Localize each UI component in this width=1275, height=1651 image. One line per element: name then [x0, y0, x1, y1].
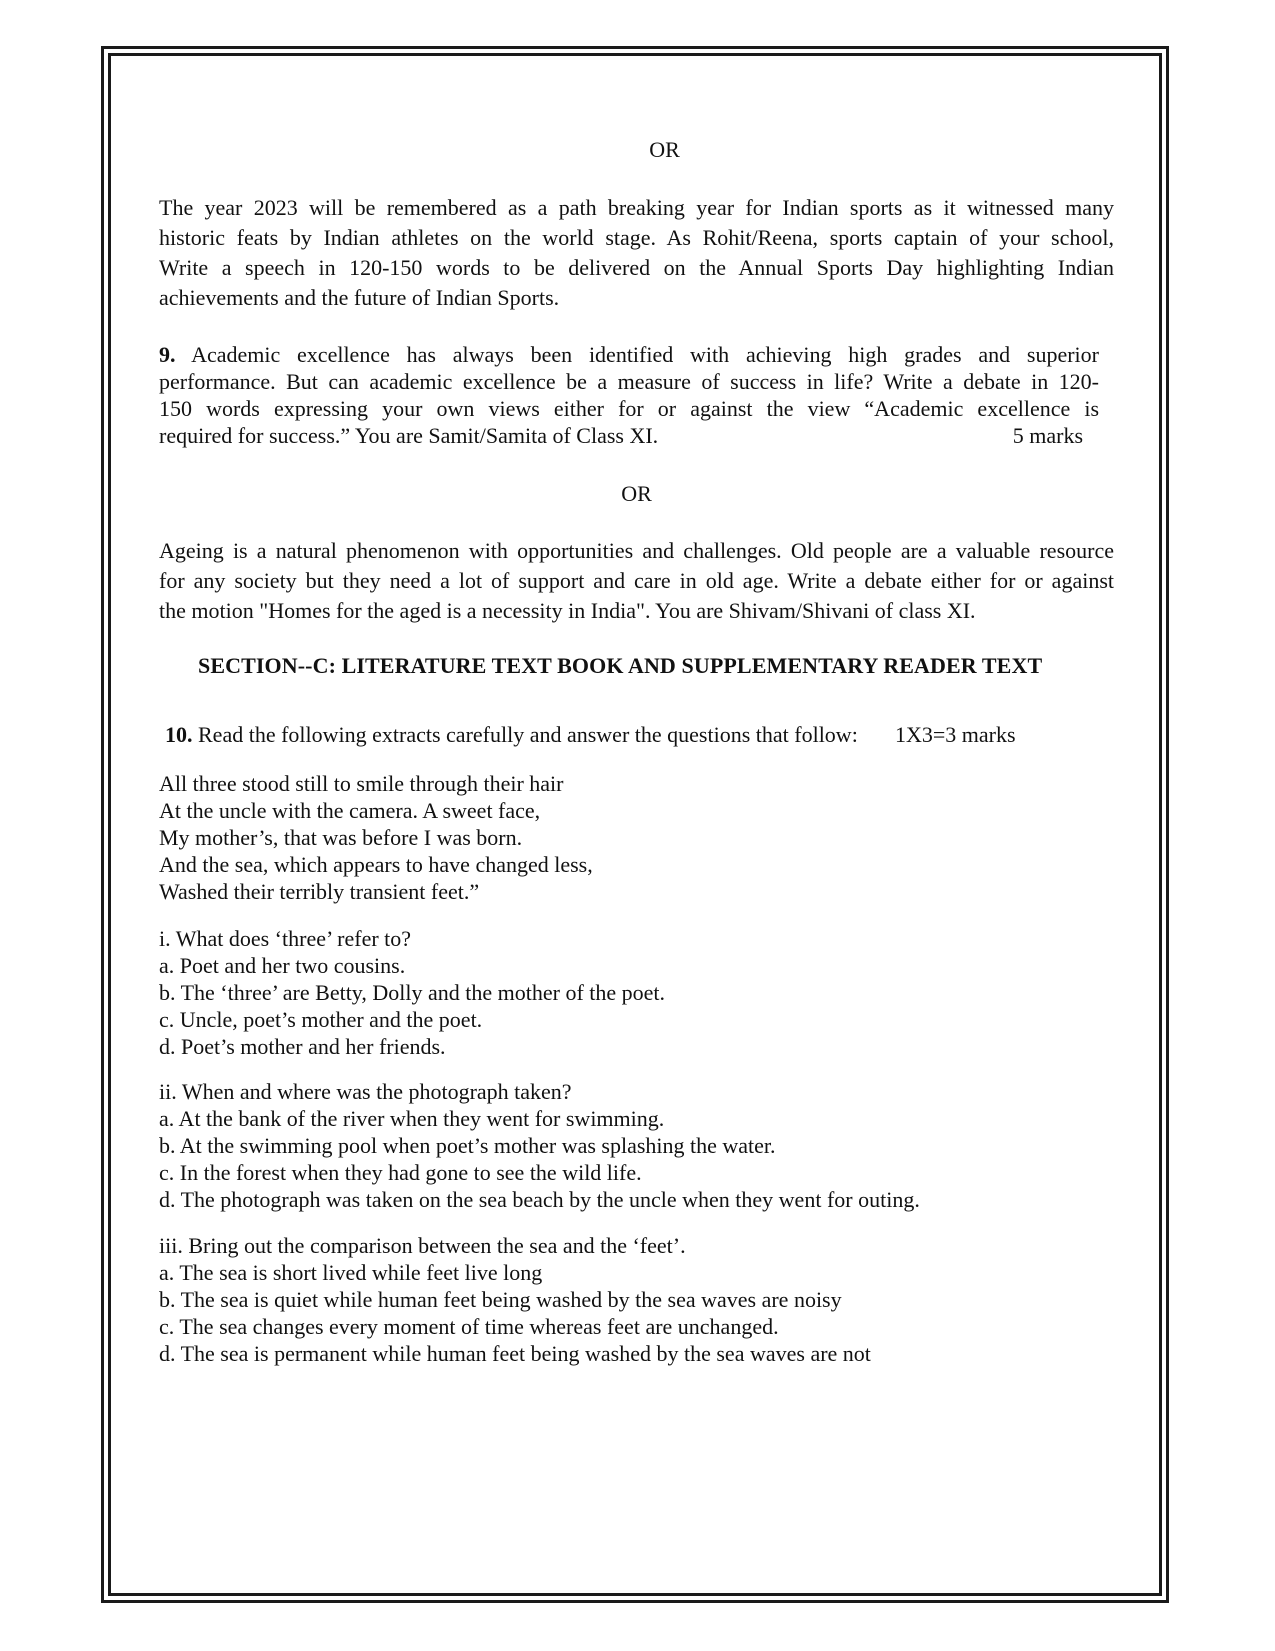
or-separator: OR: [649, 137, 680, 162]
mcq-option: b. The ‘three’ are Betty, Dolly and the mother of the poet.: [159, 980, 666, 1005]
mcq-option: c. The sea changes every moment of time whereas feet are unchanged.: [159, 1314, 779, 1339]
mcq-option: d. Poet’s mother and her friends.: [159, 1034, 446, 1059]
mcq-question: iii. Bring out the comparison between the sea and the ‘feet’.: [159, 1233, 686, 1258]
mcq-option: b. The sea is quiet while human feet being washed by the sea waves are noisy: [159, 1287, 842, 1312]
question-10: [165, 719, 1115, 750]
mcq-question: i. What does ‘three’ refer to?: [159, 926, 412, 951]
poem-line: And the sea, which appears to have changed less,: [159, 852, 593, 877]
sports-speech-prompt: [159, 193, 1114, 313]
paragraph-line: historic feats by Indian athletes on the world stage. As Rohit/Reena, sports captain of your school,: [159, 225, 1114, 250]
mcq-block: [159, 1232, 871, 1367]
paragraph-line: Ageing is a natural phenomenon with opportunities and challenges. Old people are a valuable resource: [159, 538, 1114, 563]
mcq-option: a. The sea is short lived while feet live long: [159, 1260, 543, 1285]
poem-line: Washed their terribly transient feet.”: [159, 879, 480, 904]
section-heading: SECTION--C: LITERATURE TEXT BOOK AND SUPPLEMENTARY READER TEXT: [198, 653, 1043, 678]
paragraph-line: performance. But can academic excellence be a measure of success in life? Write a debate in 120-: [159, 369, 1099, 394]
mcq-option: d. The sea is permanent while human feet being washed by the sea waves are not: [159, 1341, 871, 1366]
mcq-option: c. Uncle, poet’s mother and the poet.: [159, 1007, 483, 1032]
marks-label: 1X3=3 marks: [895, 722, 1016, 747]
paragraph-line: achievements and the future of Indian Sports.: [159, 285, 560, 310]
paragraph-line: 9. Academic excellence has always been identified with achieving high grades and superior: [159, 342, 1099, 367]
mcq-option: a. Poet and her two cousins.: [159, 953, 406, 978]
paragraph-line: required for success.” You are Samit/Samita of Class XI. 5 marks: [159, 423, 1083, 448]
mcq-option: a. At the bank of the river when they went for swimming.: [159, 1106, 665, 1131]
paragraph-line: for any society but they need a lot of support and care in old age. Write a debate either for or against: [159, 568, 1114, 593]
question-text: Read the following extracts carefully and answer the questions that follow:: [198, 722, 858, 747]
poem-extract: [159, 770, 593, 905]
question-9: [159, 341, 1099, 449]
mcq-block: [159, 925, 665, 1060]
question-number: 9.: [159, 342, 176, 367]
mcq-question: ii. When and where was the photograph taken?: [159, 1079, 572, 1104]
paragraph-line: 150 words expressing your own views either for or against the view “Academic excellence is: [159, 396, 1099, 421]
paragraph-line: The year 2023 will be remembered as a path breaking year for Indian sports as it witnessed many: [159, 195, 1114, 220]
mcq-block: [159, 1078, 920, 1213]
mcq-option: d. The photograph was taken on the sea beach by the uncle when they went for outing.: [159, 1187, 920, 1212]
paragraph-line: Write a speech in 120-150 words to be delivered on the Annual Sports Day highlighting Indian: [159, 255, 1114, 280]
poem-line: All three stood still to smile through their hair: [159, 771, 564, 796]
question-number: 10.: [165, 722, 193, 747]
ageing-debate-prompt: [159, 536, 1114, 626]
mcq-option: c. In the forest when they had gone to see the wild life.: [159, 1160, 642, 1185]
marks-label: 5 marks: [1012, 423, 1083, 448]
mcq-option: b. At the swimming pool when poet’s mother was splashing the water.: [159, 1133, 776, 1158]
or-separator: OR: [621, 481, 652, 506]
paragraph-line: the motion "Homes for the aged is a necessity in India". You are Shivam/Shivani of class XI.: [159, 598, 976, 623]
poem-line: My mother’s, that was before I was born.: [159, 825, 523, 850]
poem-line: At the uncle with the camera. A sweet face,: [159, 798, 541, 823]
